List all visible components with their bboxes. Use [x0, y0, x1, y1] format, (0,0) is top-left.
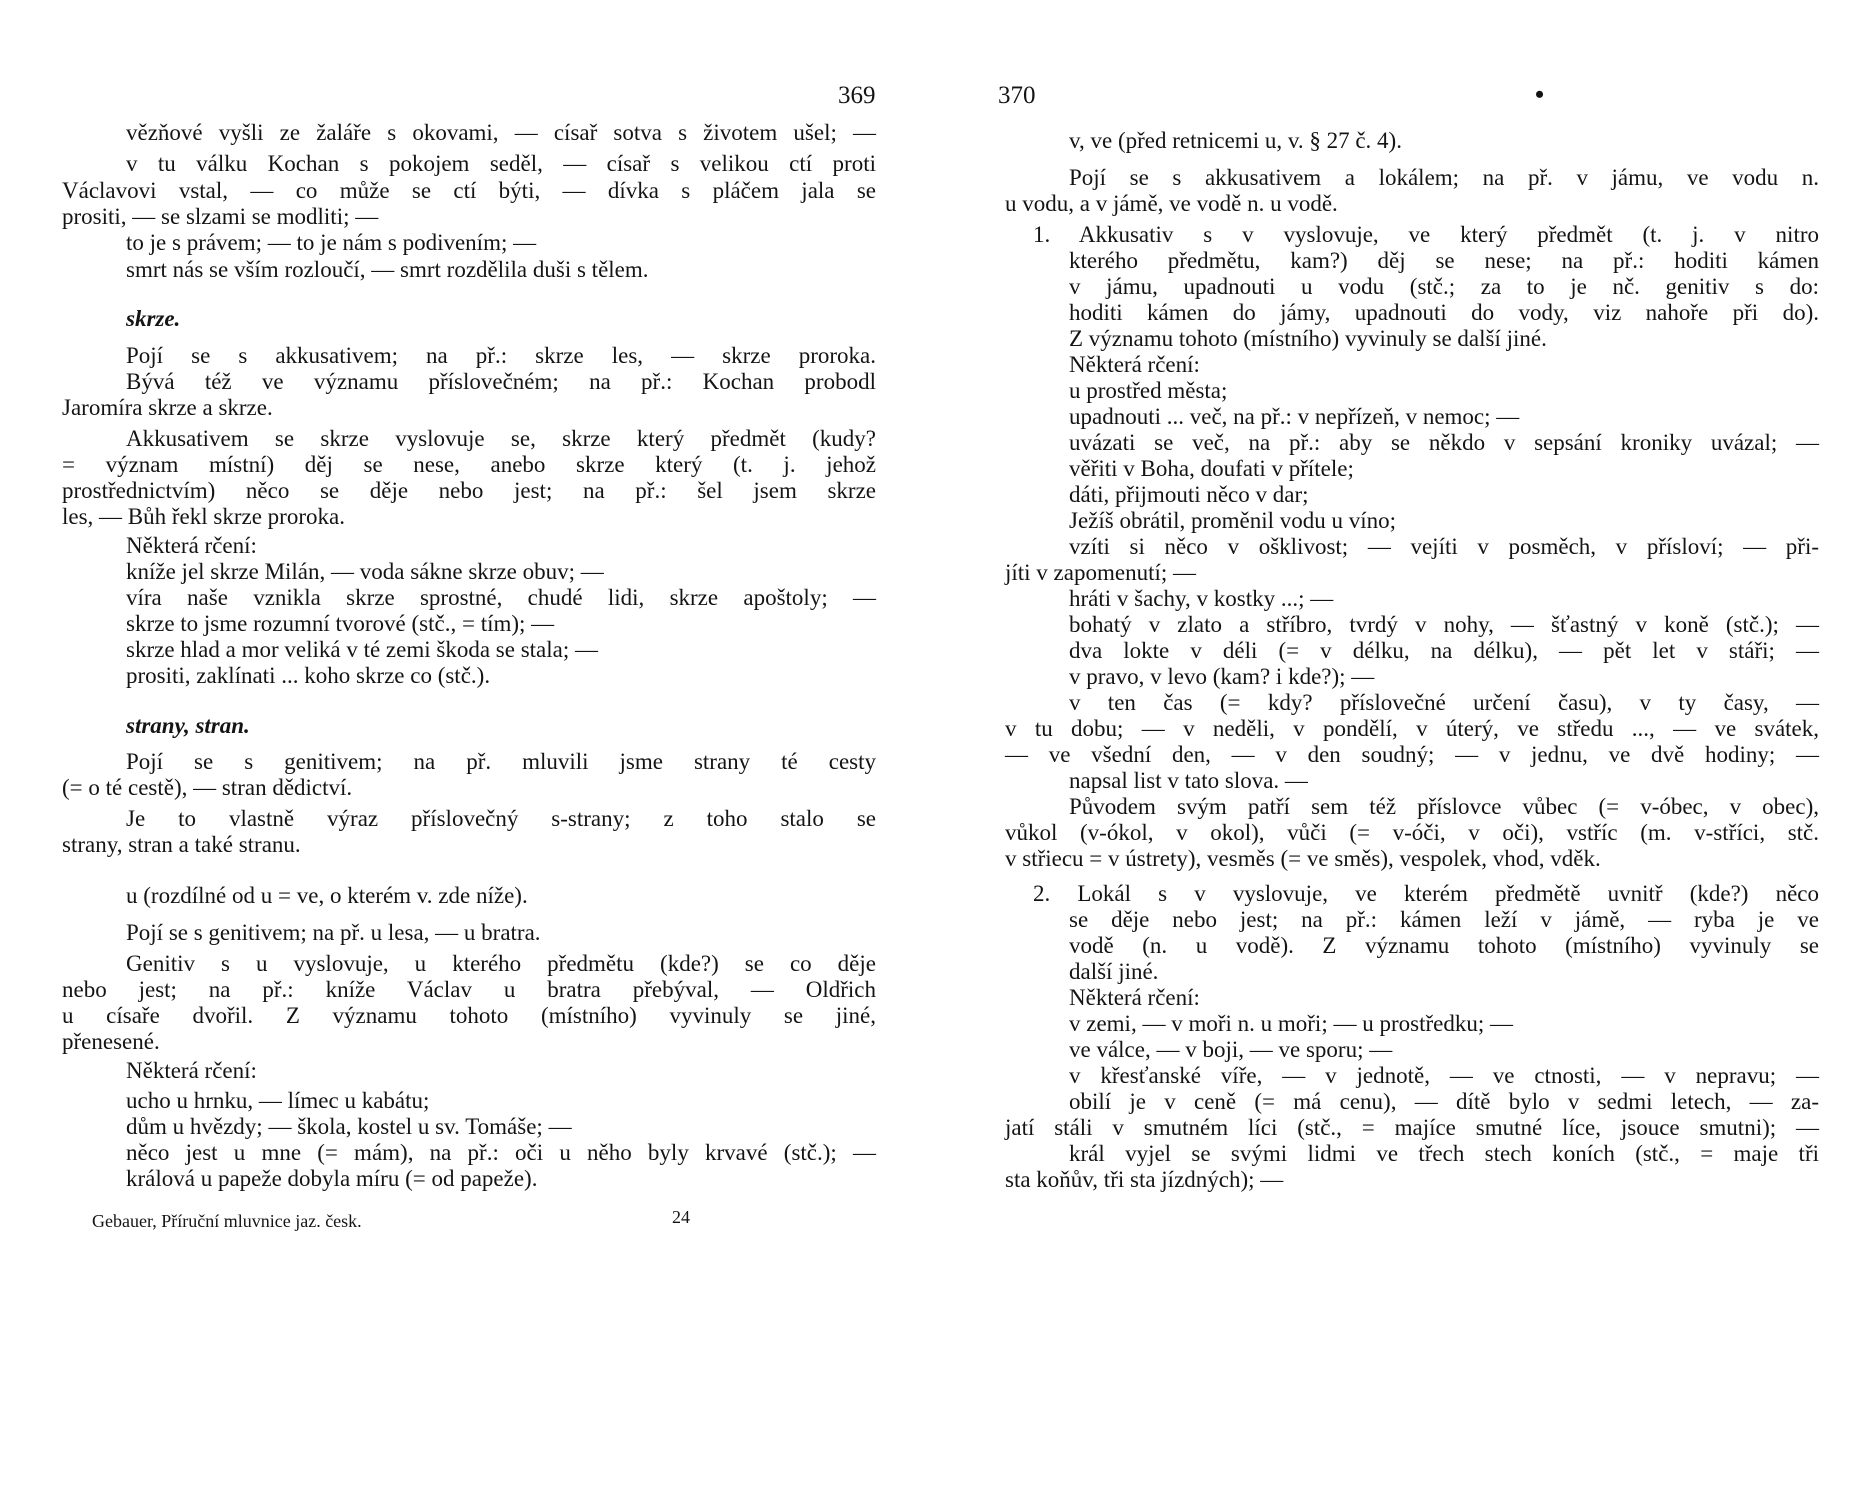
text-line: v pravo, v levo (kam? i kde?); — [1069, 664, 1375, 689]
section-heading: u (rozdílné od u = ve, o kterém v. zde níže). [126, 883, 528, 908]
text-line: (= o té cestě), — stran dědictví. [62, 775, 353, 800]
text-line: jatí stáli v smutném líci (stč., = majíce smutné líce, jsouce smutni); — [1005, 1115, 1819, 1140]
text-line: králová u papeže dobyla míru (= od papeže). [126, 1166, 538, 1191]
text-line: něco jest u mne (= mám), na př.: oči u něho byly krvavé (stč.); — [126, 1140, 876, 1165]
text-line: smrt nás se vším rozloučí, — smrt rozdělila duši s tělem. [126, 257, 649, 282]
text-line: u císaře dvořil. Z významu tohoto (místního) vyvinuly se jiné, [62, 1003, 876, 1028]
right-page [933, 0, 1866, 1500]
text-line: v jámu, upadnouti u vodu (stč.; za to je nč. genitiv s do: [1069, 274, 1819, 299]
text-line: nebo jest; na př.: kníže Václav u bratra přebýval, — Oldřich [62, 977, 876, 1002]
text-line: v střiecu = v ústrety), vesměs (= ve směs), vespolek, vhod, vděk. [1005, 846, 1601, 871]
text-line: prostřednictvím) něco se děje nebo jest; na př.: šel jsem skrze [62, 478, 876, 503]
text-line: Je to vlastně výraz příslovečný s-strany; z toho stalo se [126, 806, 876, 831]
text-line: hoditi kámen do jámy, upadnouti do vody, viz nahoře při do). [1069, 300, 1819, 325]
text-line: hráti v šachy, v kostky ...; — [1069, 586, 1334, 611]
text-line: strany, stran a také stranu. [62, 832, 301, 857]
text-line: kníže jel skrze Milán, — voda sákne skrze obuv; — [126, 559, 604, 584]
text-line: dům u hvězdy; — škola, kostel u sv. Tomáše; — [126, 1114, 572, 1139]
text-line: Jaromíra skrze a skrze. [62, 395, 273, 420]
text-line: prositi, zaklínati ... koho skrze co (stč.). [126, 663, 491, 688]
text-line: v křesťanské víře, — v jednotě, — ve ctnosti, — v nepravu; — [1069, 1063, 1819, 1088]
section-heading: strany, stran. [126, 713, 250, 738]
text-line: bohatý v zlato a stříbro, tvrdý v nohy, — šťastný v koně (stč.); — [1069, 612, 1819, 637]
text-line: to je s právem; — to je nám s podivením; — [126, 230, 537, 255]
text-line: víra naše vznikla skrze sprostné, chudé lidi, skrze apoštoly; — [126, 585, 876, 610]
text-line: les, — Bůh řekl skrze proroka. [62, 504, 345, 529]
text-line: Pojí se s akkusativem; na př.: skrze les, — skrze proroka. [126, 343, 876, 368]
text-line: Ježíš obrátil, proměnil vodu u víno; [1069, 508, 1397, 533]
text-line: dáti, přijmouti něco v dar; [1069, 482, 1309, 507]
text-line: přenesené. [62, 1029, 160, 1054]
text-line: další jiné. [1069, 959, 1159, 984]
text-line: dva lokte v déli (= v délku, na délku), — pět let v stáři; — [1069, 638, 1819, 663]
text-line: 2. Lokál s v vyslovuje, ve kterém předmětě uvnitř (kde?) něco [1033, 881, 1819, 906]
text-line: 1. Akkusativ s v vyslovuje, ve který předmět (t. j. v nitro [1033, 222, 1819, 247]
page-number: 369 [838, 82, 876, 109]
text-line: ve válce, — v boji, — ve sporu; — [1069, 1037, 1393, 1062]
text-line: u prostřed města; [1069, 378, 1228, 403]
page-mark: • [1535, 80, 1545, 109]
text-line: u vodu, a v jámě, ve vodě n. u vodě. [1005, 191, 1338, 216]
text-line: ucho u hrnku, — límec u kabátu; [126, 1088, 430, 1113]
text-line: v tu válku Kochan s pokojem seděl, — císař s velikou ctí proti [126, 151, 876, 176]
text-line: obilí je v ceně (= má cenu), — dítě bylo v sedmi letech, — za- [1069, 1089, 1819, 1114]
text-line: Pojí se s genitivem; na př. mluvili jsme strany té cesty [126, 749, 876, 774]
text-line: skrze to jsme rozumní tvorové (stč., = tím); — [126, 611, 555, 636]
text-line: vězňové vyšli ze žaláře s okovami, — císař sotva s životem ušel; — [126, 120, 876, 145]
text-line: Některá rčení: [1069, 985, 1200, 1010]
text-line: uvázati se več, na př.: aby se někdo v sepsání kroniky uvázal; — [1069, 430, 1819, 455]
section-heading: v, ve (před retnicemi u, v. § 27 č. 4). [1069, 128, 1402, 153]
text-line: vůkol (v-ókol, v okol), vůči (= v-óči, v oči), vstříc (m. v-stříci, stč. [1005, 820, 1819, 845]
text-line: skrze hlad a mor veliká v té zemi škoda se stala; — [126, 637, 598, 662]
text-line: Z významu tohoto (místního) vyvinuly se další jiné. [1069, 326, 1547, 351]
text-line: věřiti v Boha, doufati v přítele; [1069, 456, 1354, 481]
text-line: napsal list v tato slova. — [1069, 768, 1308, 793]
text-line: se děje nebo jest; na př.: kámen leží v jámě, — ryba je ve [1069, 907, 1819, 932]
text-line: jíti v zapomenutí; — [1005, 560, 1196, 585]
text-line: v zemi, — v moři n. u moři; — u prostředku; — [1069, 1011, 1513, 1036]
footer-signature: Gebauer, Příruční mluvnice jaz. česk. [92, 1211, 362, 1231]
text-line: vzíti si něco v ošklivost; — vejíti v posměch, v přísloví; — při- [1069, 534, 1819, 559]
text-line: v tu dobu; — v neděli, v pondělí, v úterý, ve středu ..., — ve svátek, [1005, 716, 1819, 741]
text-line: Genitiv s u vyslovuje, u kterého předmětu (kde?) se co děje [126, 951, 876, 976]
text-line: Pojí se s akkusativem a lokálem; na př. v jámu, ve vodu n. [1069, 165, 1819, 190]
text-line: sta koňův, tři sta jízdných); — [1005, 1167, 1284, 1192]
text-line: Bývá též ve významu příslovečném; na př.: Kochan probodl [126, 369, 876, 394]
text-line: Některá rčení: [126, 533, 257, 558]
text-line: upadnouti ... več, na př.: v nepřízeň, v nemoc; — [1069, 404, 1520, 429]
signature-mark: 24 [672, 1207, 690, 1227]
text-line: Václavovi vstal, — co může se ctí býti, — dívka s pláčem jala se [62, 178, 876, 203]
text-line: kterého předmětu, kam?) děj se nese; na př.: hoditi kámen [1069, 248, 1819, 273]
text-line: = význam místní) děj se nese, anebo skrze který (t. j. jehož [62, 452, 876, 477]
text-line: Některá rčení: [1069, 352, 1200, 377]
text-line: Některá rčení: [126, 1058, 257, 1083]
section-heading: skrze. [126, 306, 181, 331]
text-line: prositi, — se slzami se modliti; — [62, 204, 379, 229]
page-number: 370 [998, 82, 1036, 109]
text-line: Pojí se s genitivem; na př. u lesa, — u bratra. [126, 920, 541, 945]
text-line: — ve všední den, — v den soudný; — v jednu, ve dvě hodiny; — [1005, 742, 1819, 767]
text-line: král vyjel se svými lidmi ve třech stech koních (stč., = maje tři [1069, 1141, 1819, 1166]
text-line: vodě (n. u vodě). Z významu tohoto (místního) vyvinuly se [1069, 933, 1819, 958]
text-line: Původem svým patří sem též příslovce vůbec (= v-óbec, v obec), [1069, 794, 1819, 819]
text-line: v ten čas (= kdy? příslovečné určení času), v ty časy, — [1069, 690, 1819, 715]
text-line: Akkusativem se skrze vyslovuje se, skrze který předmět (kudy? [126, 426, 876, 451]
